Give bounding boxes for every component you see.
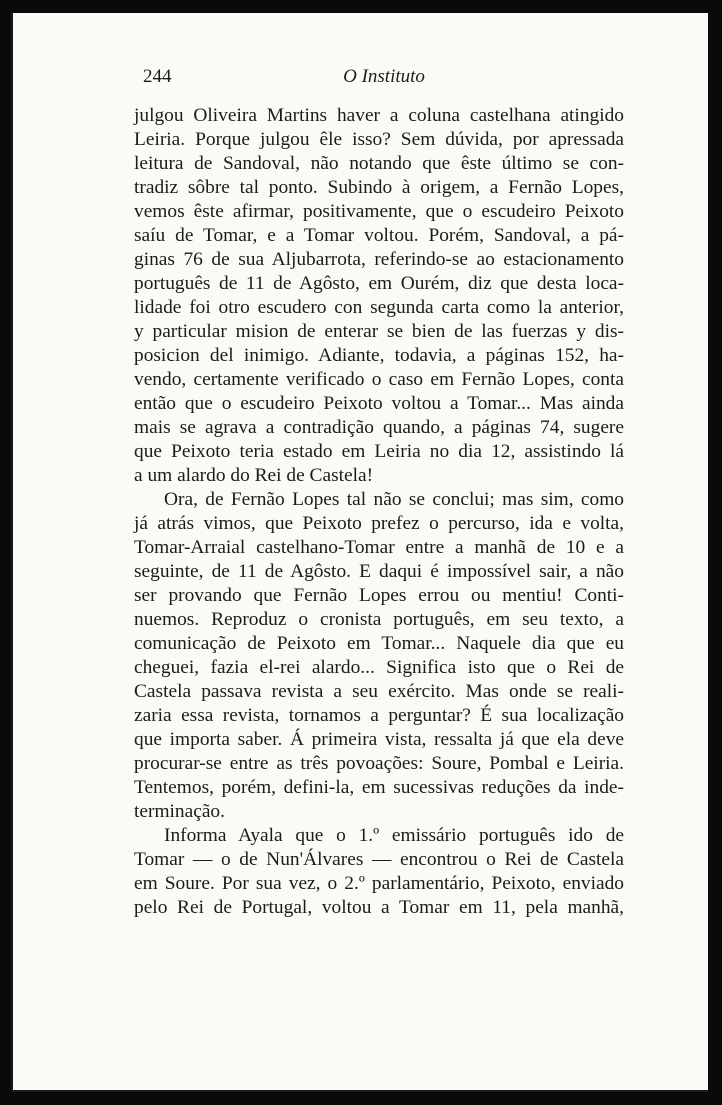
- text-line: mais se agrava a contradição quando, a páginas 74, sugere: [134, 417, 624, 438]
- text-line: então que o escudeiro Peixoto voltou a Tomar... Mas ainda: [134, 393, 624, 414]
- paragraph-start-line: Ora, de Fernão Lopes tal não se conclui; mas sim, como: [164, 489, 624, 510]
- text-line: leitura de Sandoval, não notando que êste último se con-: [134, 153, 624, 174]
- text-line: Tomar-Arraial castelhano-Tomar entre a manhã de 10 e a: [134, 537, 624, 558]
- body-text: [134, 104, 624, 920]
- text-line: procurar-se entre as três povoações: Soure, Pombal e Leiria.: [134, 753, 624, 774]
- text-line: português de 11 de Agôsto, em Ourém, diz que desta loca-: [134, 273, 624, 294]
- text-line: em Soure. Por sua vez, o 2.º parlamentário, Peixoto, enviado: [134, 873, 624, 894]
- text-line: saíu de Tomar, e a Tomar voltou. Porém, Sandoval, a pá-: [134, 225, 624, 246]
- text-line: Castela passava revista a seu exército. Mas onde se reali-: [134, 681, 624, 702]
- text-line: seguinte, de 11 de Agôsto. E daqui é impossível sair, a não: [134, 561, 624, 582]
- text-line: Tomar — o de Nun'Álvares — encontrou o Rei de Castela: [134, 849, 624, 870]
- text-line: posicion del inimigo. Adiante, todavia, a páginas 152, ha-: [134, 345, 624, 366]
- text-line: que Peixoto teria estado em Leiria no dia 12, assistindo lá: [134, 441, 624, 462]
- text-line: vendo, certamente verificado o caso em Fernão Lopes, conta: [134, 369, 624, 390]
- text-line: terminação.: [134, 801, 225, 822]
- text-line: a um alardo do Rei de Castela!: [134, 465, 374, 486]
- text-line: Tentemos, porém, defini-la, em sucessivas reduções da inde-: [134, 777, 624, 798]
- text-line: comunicação de Peixoto em Tomar... Naquele dia que eu: [134, 633, 624, 654]
- text-line: vemos êste afirmar, positivamente, que o escudeiro Peixoto: [134, 201, 624, 222]
- running-title: O Instituto: [343, 66, 425, 87]
- text-line: zaria essa revista, tornamos a perguntar? É sua localização: [134, 705, 624, 726]
- page-header: [143, 66, 625, 90]
- text-line: lidade foi otro escudero con segunda carta como la anterior,: [134, 297, 624, 318]
- page-number: 244: [143, 66, 172, 87]
- text-line: y particular mision de enterar se bien de las fuerzas y dis-: [134, 321, 624, 342]
- paragraph-start-line: Informa Ayala que o 1.º emissário português ido de: [164, 825, 624, 846]
- text-line: tradiz sôbre tal ponto. Subindo à origem, a Fernão Lopes,: [134, 177, 624, 198]
- text-line: julgou Oliveira Martins haver a coluna castelhana atingido: [134, 105, 624, 126]
- text-line: nuemos. Reproduz o cronista português, em seu texto, a: [134, 609, 624, 630]
- text-line: já atrás vimos, que Peixoto prefez o percurso, ida e volta,: [134, 513, 624, 534]
- text-line: ser provando que Fernão Lopes errou ou mentiu! Conti-: [134, 585, 624, 606]
- text-line: que importa saber. Á primeira vista, ressalta já que ela deve: [134, 729, 624, 750]
- text-line: ginas 76 de sua Aljubarrota, referindo-se ao estacionamento: [134, 249, 624, 270]
- text-line: Leiria. Porque julgou êle isso? Sem dúvida, por apressada: [134, 129, 624, 150]
- text-line: pelo Rei de Portugal, voltou a Tomar em 11, pela manhã,: [134, 897, 624, 918]
- text-line: cheguei, fazia el-rei alardo... Significa isto que o Rei de: [134, 657, 624, 678]
